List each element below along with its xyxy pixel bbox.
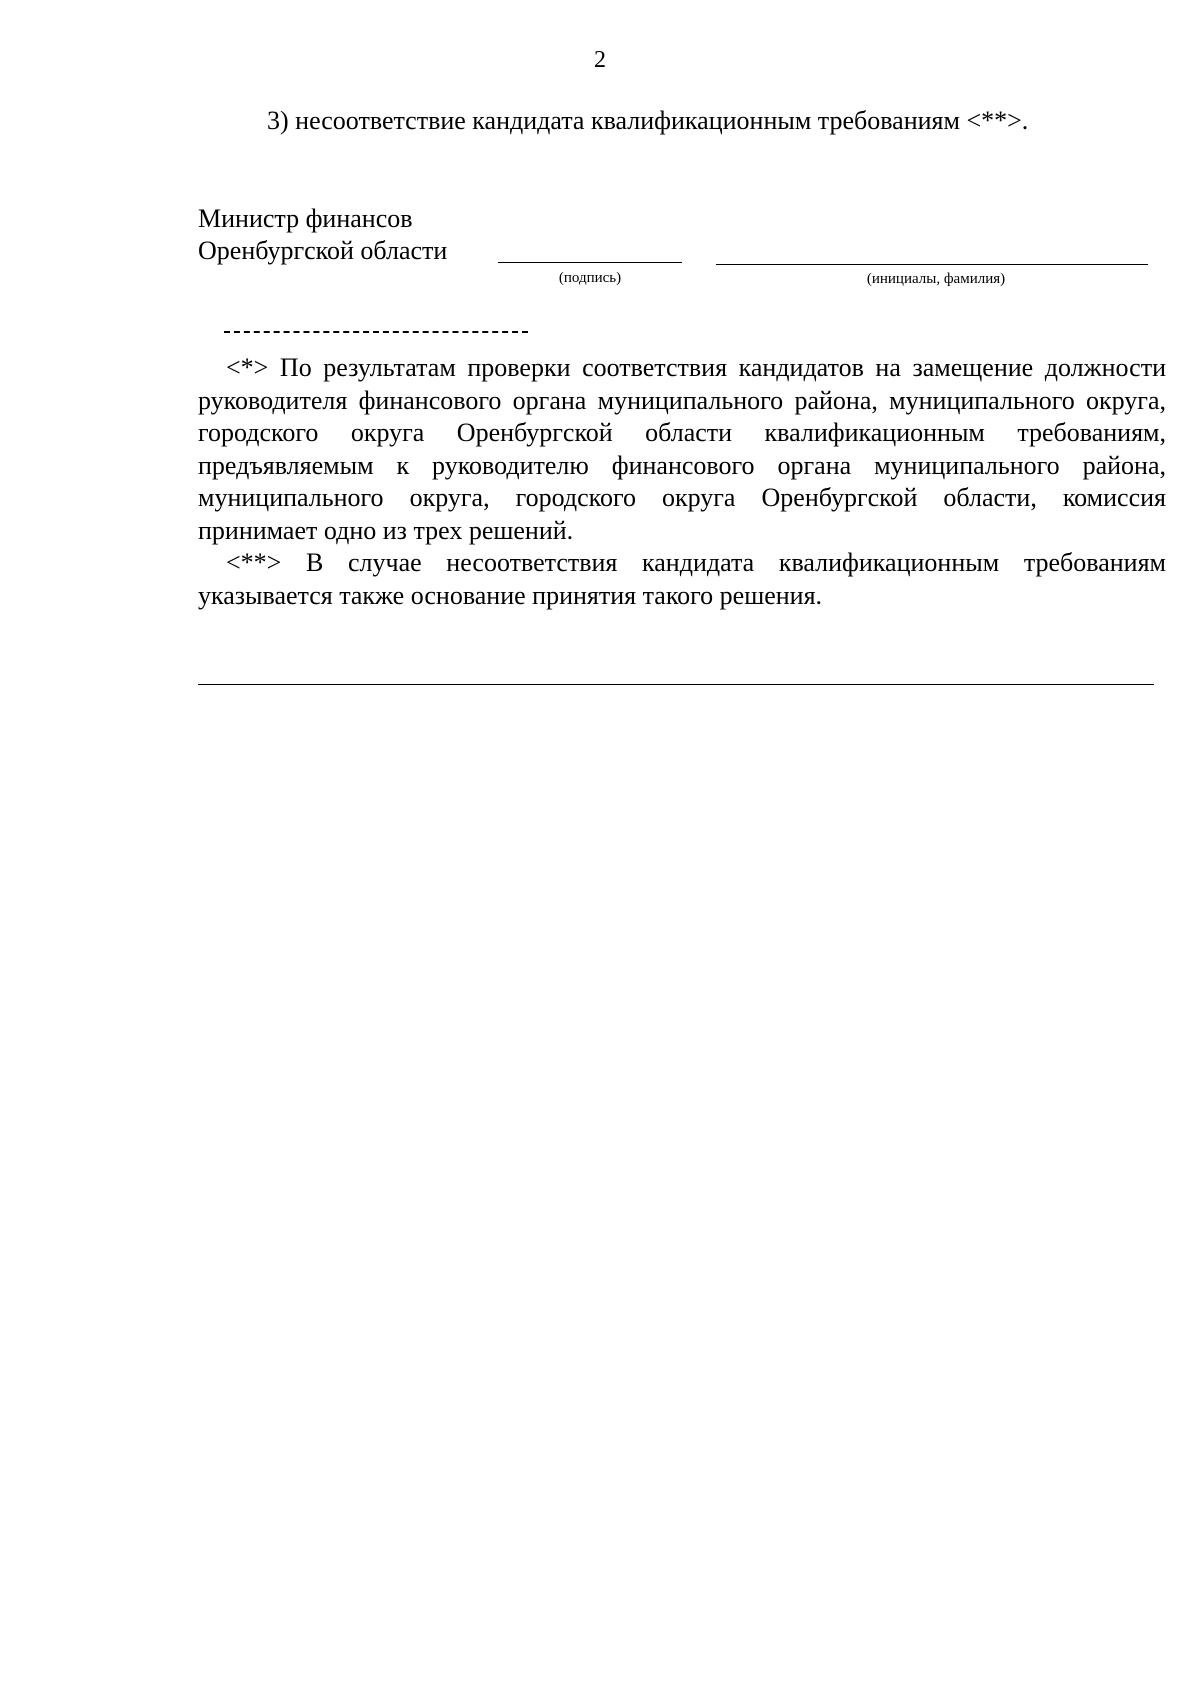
- signature-caption: (подпись): [558, 270, 622, 286]
- signatory-title: [198, 203, 498, 267]
- name-caption: (инициалы, фамилия): [866, 271, 1006, 287]
- footnote-2: <**> В случае несоответствия кандидата квалификационным требованиям указывается также основание принятия такого решения.: [198, 548, 1166, 610]
- page-number: 2: [594, 47, 606, 73]
- footnote-separator: [224, 331, 528, 333]
- name-line: [716, 264, 1148, 265]
- signature-line: [498, 262, 682, 263]
- clause-item-3: 3) несоответствие кандидата квалификационным требованиям <**>.: [267, 106, 1029, 135]
- signatory-title-line-1: Министр финансов: [198, 204, 413, 233]
- footnote-1: <*> По результатам проверки соответствия кандидатов на замещение должности руководителя финансового органа муниципального района, муниципального округа, городского округа Оренбургской области квалификационным требованиям, предъявляемым к руководителю финансового органа муниципального района, муниципального округа, городского округа Оренбургской области, комиссия принимает одно из трех решений.: [198, 353, 1166, 545]
- footnotes: [198, 352, 1166, 612]
- signatory-title-line-2: Оренбургской области: [198, 236, 448, 265]
- bottom-rule: [198, 684, 1154, 685]
